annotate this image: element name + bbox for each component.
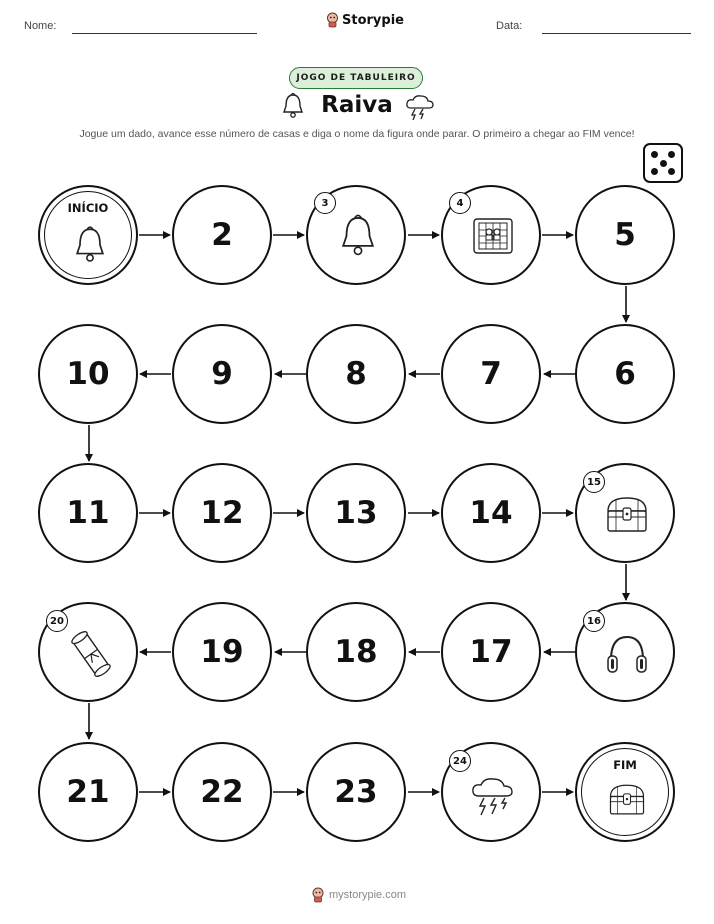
cell-number: 11	[66, 495, 110, 531]
board-cell-end[interactable]	[575, 742, 675, 842]
cell-number: 23	[334, 774, 378, 810]
footer	[311, 887, 406, 903]
cell-number-tag: 20	[46, 610, 68, 632]
cell-number: 14	[469, 495, 513, 531]
instructions-text: Jogue um dado, avance esse número de casas e diga o nome da figura onde parar. O primeiro a chegar ao FIM vence!	[79, 128, 635, 140]
board-cell-8[interactable]	[306, 324, 406, 424]
board-cell-23[interactable]	[306, 742, 406, 842]
cell-number: 6	[614, 356, 636, 392]
cell-number: 13	[334, 495, 378, 531]
storm-cloud-icon	[469, 774, 517, 818]
board-cell-17[interactable]	[441, 602, 541, 702]
board-cell-10[interactable]	[38, 324, 138, 424]
cell-number-tag: 24	[449, 750, 471, 772]
page-title: Raiva	[321, 92, 393, 118]
board-cell-start[interactable]	[38, 185, 138, 285]
board-cell-21[interactable]	[38, 742, 138, 842]
treasure-chest-icon	[604, 495, 650, 535]
bell-icon	[336, 213, 380, 259]
board-cell-13[interactable]	[306, 463, 406, 563]
cell-number: 2	[211, 217, 233, 253]
board-cell-22[interactable]	[172, 742, 272, 842]
cell-number: 18	[334, 634, 378, 670]
cell-number: 10	[66, 356, 110, 392]
cell-number: 19	[200, 634, 244, 670]
cell-number: 5	[614, 217, 636, 253]
storypie-mascot-icon	[311, 887, 325, 903]
cell-number: 9	[211, 356, 233, 392]
brand-name: Storypie	[342, 12, 404, 28]
game-type-badge: JOGO DE TABULEIRO	[289, 67, 423, 89]
board-cell-7[interactable]	[441, 324, 541, 424]
scroll-icon	[68, 628, 114, 680]
board-cell-14[interactable]	[441, 463, 541, 563]
cell-number: 21	[66, 774, 110, 810]
board-cell-5[interactable]	[575, 185, 675, 285]
cell-number-tag: 15	[583, 471, 605, 493]
cell-number: 17	[469, 634, 513, 670]
end-label: FIM	[613, 758, 637, 772]
start-label: INÍCIO	[67, 201, 109, 215]
board-cell-6[interactable]	[575, 324, 675, 424]
board-cell-18[interactable]	[306, 602, 406, 702]
board-cell-9[interactable]	[172, 324, 272, 424]
board-cell-11[interactable]	[38, 463, 138, 563]
cell-number: 8	[345, 356, 367, 392]
date-label: Data:	[496, 20, 523, 32]
treasure-chest-icon	[607, 782, 647, 818]
cell-number-tag: 16	[583, 610, 605, 632]
name-label: Nome:	[24, 20, 57, 32]
cell-number-tag: 4	[449, 192, 471, 214]
bell-icon	[71, 225, 109, 265]
cell-number: 7	[480, 356, 502, 392]
board-cell-2[interactable]	[172, 185, 272, 285]
board-cell-12[interactable]	[172, 463, 272, 563]
cell-number-tag: 3	[314, 192, 336, 214]
cell-number: 12	[200, 495, 244, 531]
board-cell-19[interactable]	[172, 602, 272, 702]
headphones-icon	[606, 632, 648, 678]
board-game-icon	[470, 217, 516, 257]
footer-site[interactable]: mystorypie.com	[329, 889, 407, 901]
cell-number: 22	[200, 774, 244, 810]
